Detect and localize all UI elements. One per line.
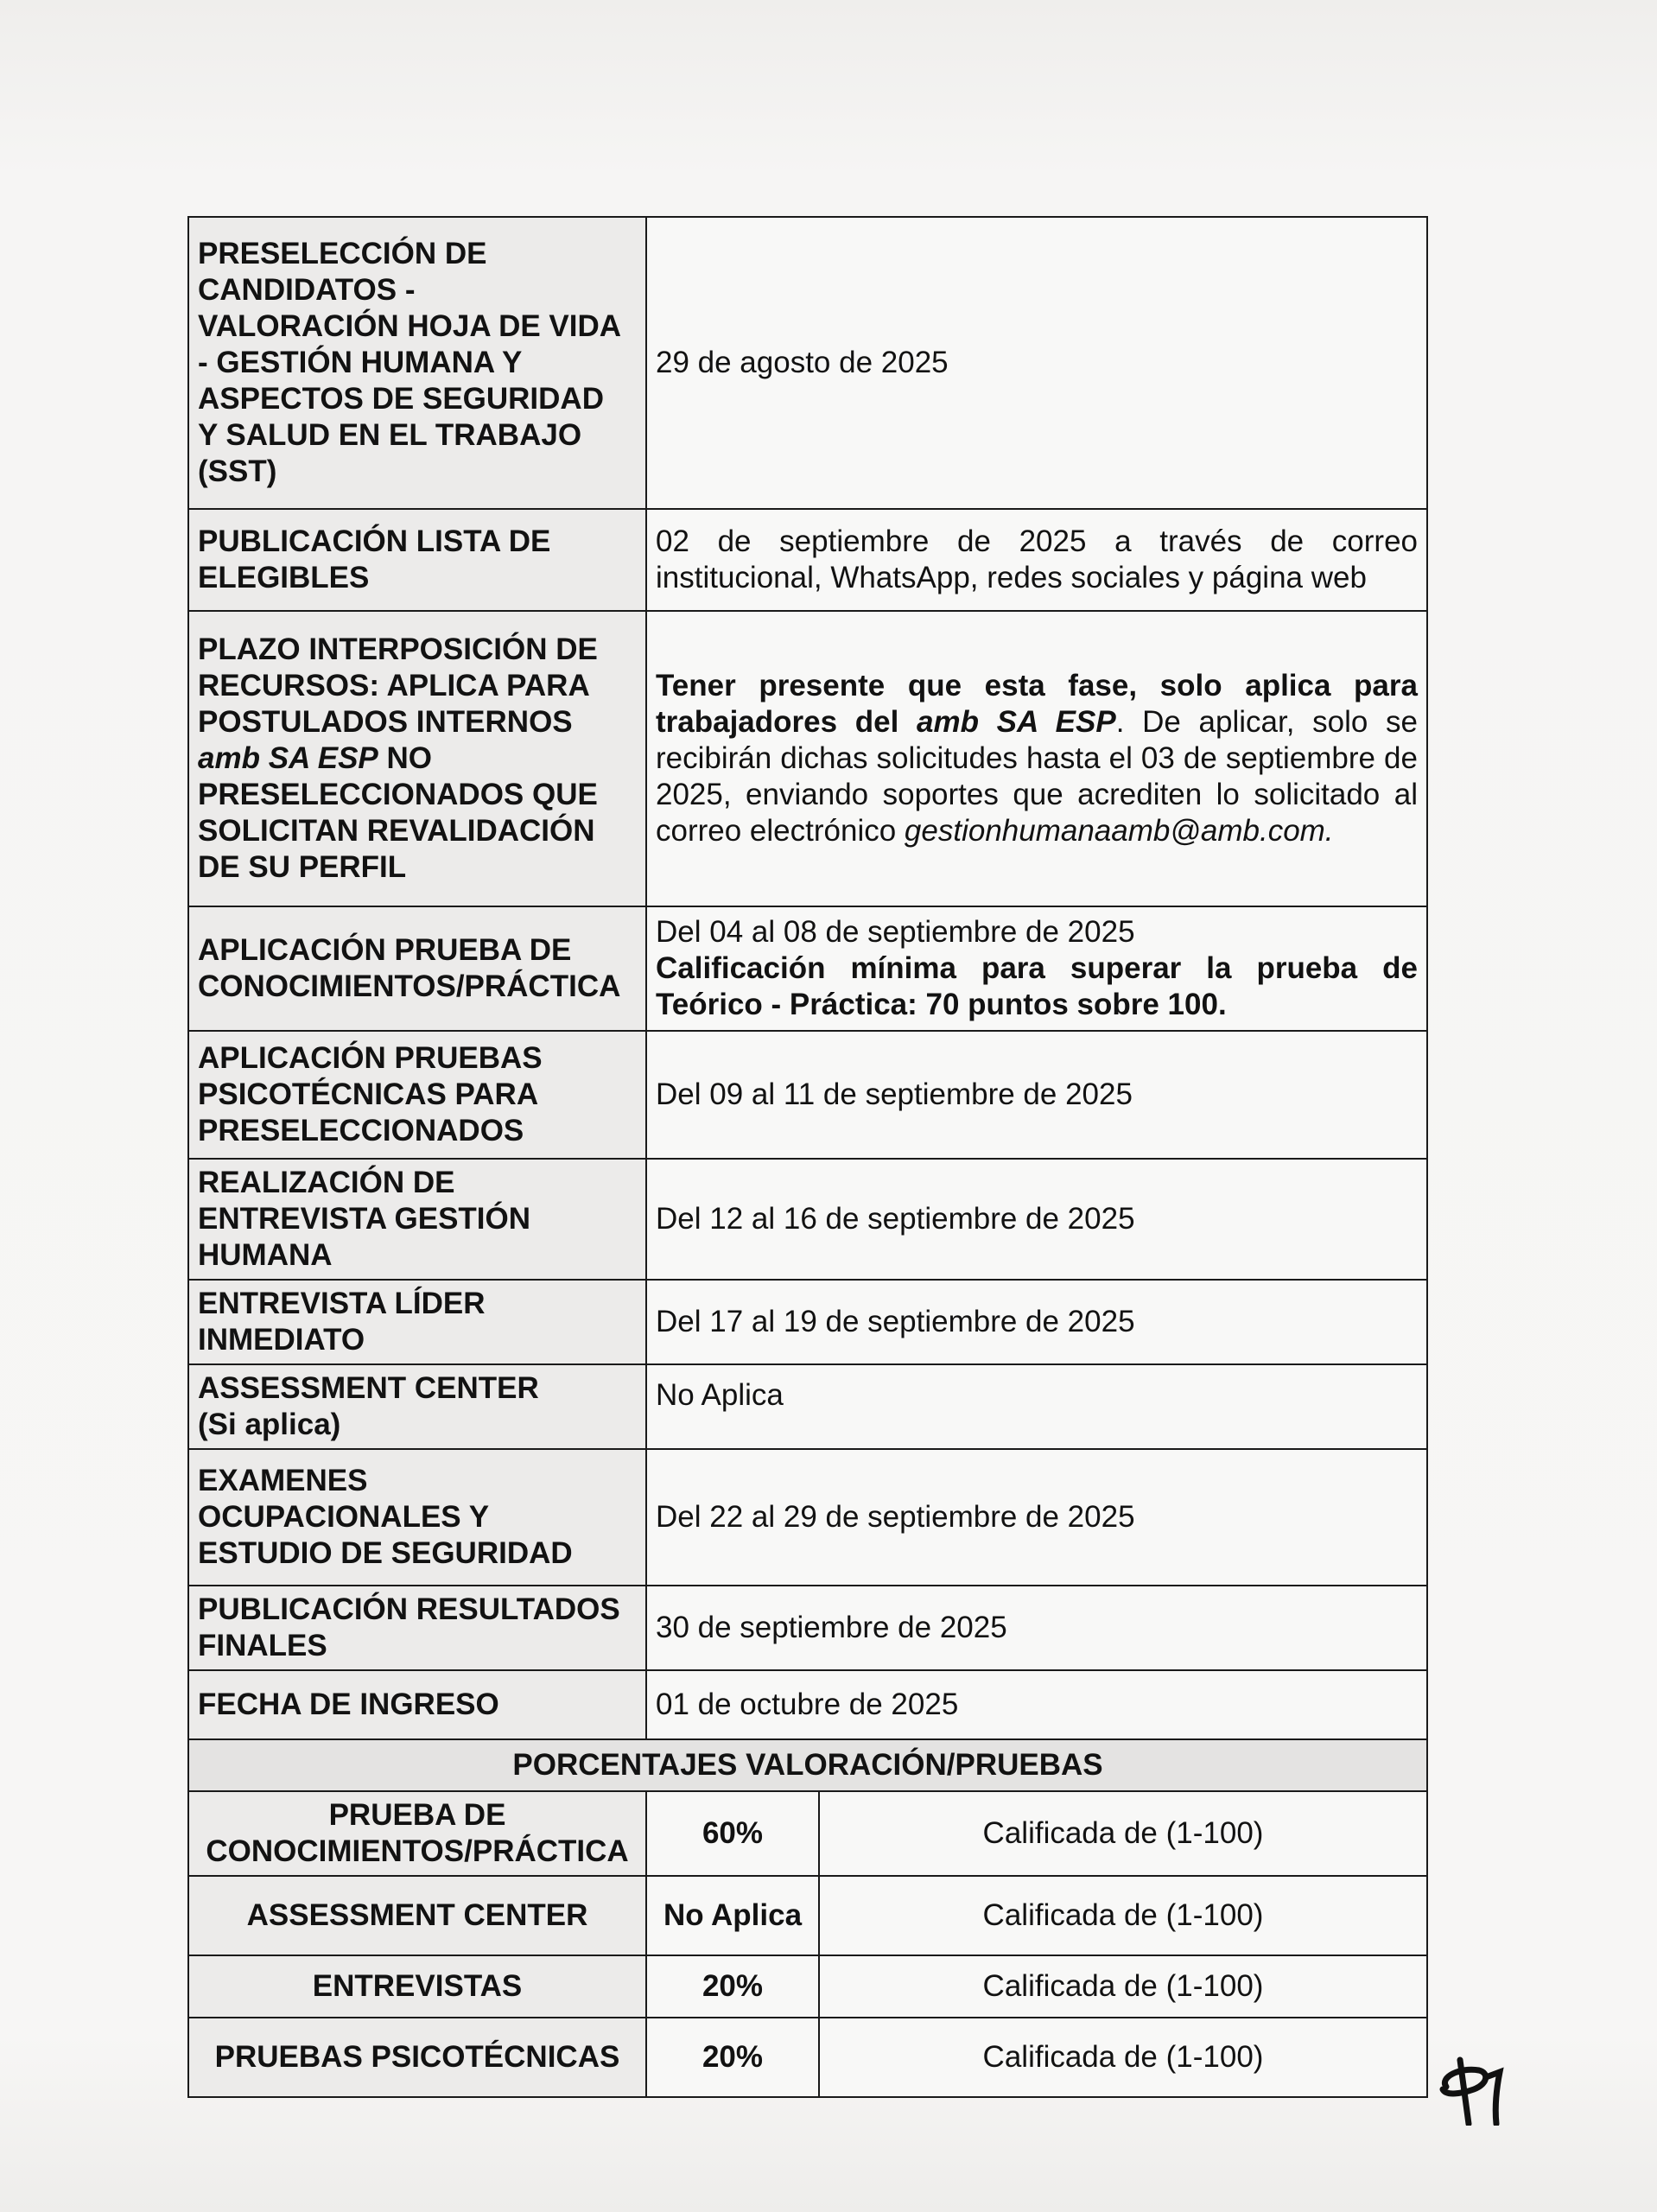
handwritten-initials-icon [1434, 2048, 1521, 2126]
table-row [188, 906, 1427, 1031]
row-label [188, 1031, 646, 1159]
label-line: APLICACIÓN PRUEBAS [198, 1041, 543, 1075]
row-label [188, 509, 646, 611]
test-scale: Calificada de (1-100) [819, 1876, 1427, 1955]
company-name: amb SA ESP [198, 741, 378, 775]
label-line: PUBLICACIÓN RESULTADOS [198, 1592, 620, 1626]
label-line: ESTUDIO DE SEGURIDAD [198, 1536, 573, 1570]
value-line: institucional, WhatsApp, redes sociales y página web [656, 561, 1367, 594]
label-line: ENTREVISTA LÍDER [198, 1287, 486, 1320]
row-value: 29 de agosto de 2025 [646, 217, 1427, 509]
label-line: ASSESSMENT CENTER [246, 1898, 588, 1932]
value-text: . De aplicar, solo se recibirán dichas solicitudes hasta el 03 de septiembre de 2025, enviando soportes que acrediten lo solicitado al correo electrónico [656, 705, 1418, 848]
test-weight: 20% [646, 2018, 819, 2097]
label-line: PRUEBAS PSICOTÉCNICAS [214, 2040, 620, 2074]
label-line: APLICACIÓN PRUEBA DE [198, 933, 572, 967]
value-line: 02 de septiembre de 2025 a través de correo [656, 524, 1418, 558]
row-value: Del 22 al 29 de septiembre de 2025 [646, 1449, 1427, 1586]
row-label [188, 1159, 646, 1280]
label-line: PUBLICACIÓN LISTA DE [198, 524, 551, 558]
test-name [188, 1955, 646, 2018]
row-value [646, 906, 1427, 1031]
test-scale: Calificada de (1-100) [819, 1955, 1427, 2018]
table-row [188, 1159, 1427, 1280]
row-label [188, 1364, 646, 1449]
label-line: INMEDIATO [198, 1323, 365, 1357]
label-line: ELEGIBLES [198, 561, 370, 594]
company-name: amb SA ESP [917, 705, 1116, 739]
label-line: PRESELECCIONADOS [198, 1114, 524, 1147]
row-label [188, 1586, 646, 1670]
selection-schedule-table [187, 216, 1428, 2098]
label-line: DE SU PERFIL [198, 850, 407, 884]
label-line: POSTULADOS INTERNOS [198, 705, 573, 739]
label-line: (Si aplica) [198, 1408, 341, 1441]
label-line: PRESELECCIONADOS QUE [198, 778, 598, 811]
row-value [646, 509, 1427, 611]
percentage-row [188, 1791, 1427, 1876]
table-row [188, 509, 1427, 611]
label-line: VALORACIÓN HOJA DE VIDA [198, 309, 622, 343]
table-row [188, 1586, 1427, 1670]
section-header-row [188, 1739, 1427, 1791]
label-line [198, 741, 637, 777]
label-line: FINALES [198, 1629, 327, 1662]
test-weight: 60% [646, 1791, 819, 1876]
row-value: Del 17 al 19 de septiembre de 2025 [646, 1280, 1427, 1364]
label-line: CONOCIMIENTOS/PRÁCTICA [198, 969, 621, 1003]
test-weight: No Aplica [646, 1876, 819, 1955]
label-line: CANDIDATOS - [198, 273, 416, 307]
label-line: CONOCIMIENTOS/PRÁCTICA [206, 1834, 629, 1868]
label-line: - GESTIÓN HUMANA Y [198, 346, 523, 379]
minimum-score-note: Calificación mínima para superar la prueba de Teórico - Práctica: 70 puntos sobre 100. [656, 951, 1418, 1021]
table-row [188, 611, 1427, 906]
label-line: (SST) [198, 454, 277, 488]
email-text: gestionhumanaamb@amb.com. [904, 814, 1334, 848]
label-line: PLAZO INTERPOSICIÓN DE [198, 632, 598, 666]
table-row [188, 1670, 1427, 1739]
row-label [188, 906, 646, 1031]
percentage-row [188, 1955, 1427, 2018]
row-label [188, 217, 646, 509]
label-line: REALIZACIÓN DE [198, 1166, 455, 1199]
percentage-row [188, 1876, 1427, 1955]
test-weight: 20% [646, 1955, 819, 2018]
value-line: Del 04 al 08 de septiembre de 2025 [656, 915, 1135, 949]
row-value: 30 de septiembre de 2025 [646, 1586, 1427, 1670]
test-scale: Calificada de (1-100) [819, 2018, 1427, 2097]
row-value: Del 12 al 16 de septiembre de 2025 [646, 1159, 1427, 1280]
table-row [188, 1280, 1427, 1364]
label-line: Y SALUD EN EL TRABAJO [198, 418, 582, 452]
label-line: OCUPACIONALES Y [198, 1500, 490, 1534]
row-value [646, 611, 1427, 906]
label-line: ASPECTOS DE SEGURIDAD [198, 382, 604, 416]
row-value: 01 de octubre de 2025 [646, 1670, 1427, 1739]
row-value: No Aplica [646, 1364, 1427, 1449]
test-name [188, 1876, 646, 1955]
table-row [188, 1449, 1427, 1586]
percentage-row [188, 2018, 1427, 2097]
label-text: NO [378, 741, 433, 775]
notice-text: Tener presente que esta fase, solo aplica para trabajadores del [656, 669, 1418, 739]
test-name [188, 2018, 646, 2097]
row-label [188, 611, 646, 906]
label-line: ASSESSMENT CENTER [198, 1371, 539, 1405]
table-row [188, 217, 1427, 509]
test-name [188, 1791, 646, 1876]
label-line: ENTREVISTA GESTIÓN [198, 1202, 531, 1236]
label-line: PSICOTÉCNICAS PARA [198, 1077, 539, 1111]
table-row [188, 1031, 1427, 1159]
label-line: EXAMENES [198, 1464, 368, 1497]
label-line: PRESELECCIÓN DE [198, 237, 487, 270]
label-line: ENTREVISTAS [312, 1969, 523, 2003]
label-line: PRUEBA DE [328, 1798, 506, 1832]
label-line: RECURSOS: APLICA PARA [198, 669, 590, 702]
test-scale: Calificada de (1-100) [819, 1791, 1427, 1876]
table-row [188, 1364, 1427, 1449]
row-label [188, 1280, 646, 1364]
row-value: Del 09 al 11 de septiembre de 2025 [646, 1031, 1427, 1159]
row-label [188, 1670, 646, 1739]
label-line: HUMANA [198, 1238, 333, 1272]
section-title: PORCENTAJES VALORACIÓN/PRUEBAS [188, 1739, 1427, 1791]
row-label [188, 1449, 646, 1586]
label-line: SOLICITAN REVALIDACIÓN [198, 814, 595, 848]
label-line: FECHA DE INGRESO [198, 1688, 499, 1721]
